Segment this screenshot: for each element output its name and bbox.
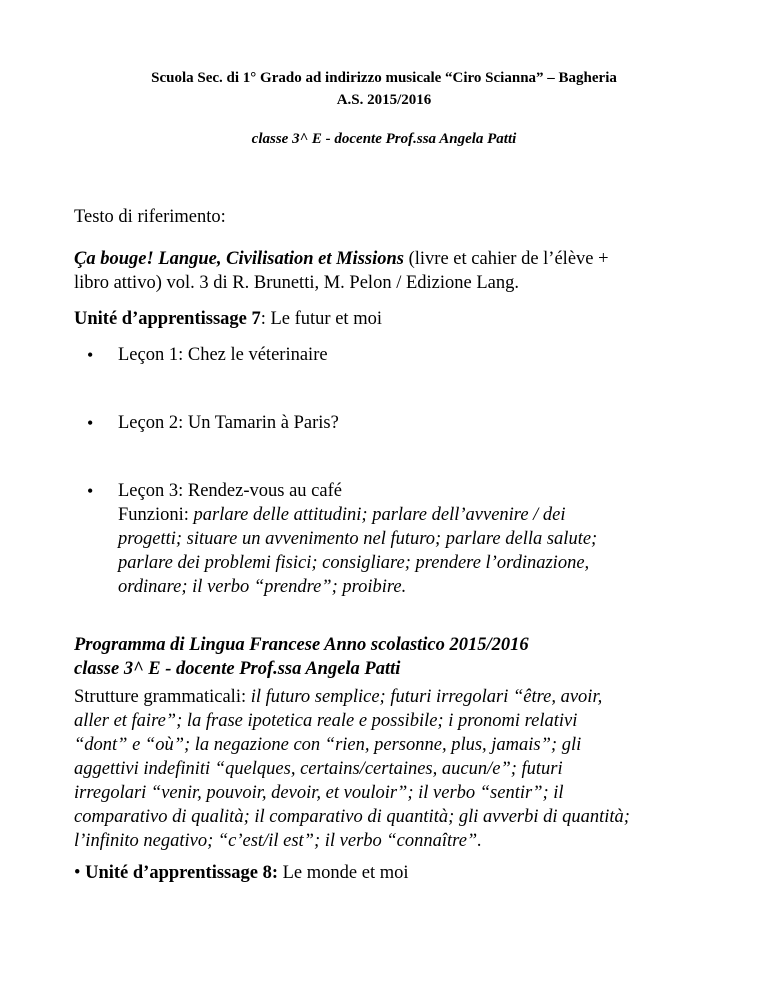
bullet-icon: • [87,345,94,365]
school-name: Scuola Sec. di 1° Grado ad indirizzo musicale “Ciro Scianna” – Bagheria [151,70,617,86]
functions-line: ordinare; il verbo “prendre”; proibire. [118,577,407,597]
reference-label: Testo di riferimento: [74,207,226,227]
bullet-icon: • [74,863,81,883]
unit8-heading [74,861,714,885]
unit7-title: : Le futur et moi [260,309,382,329]
unit7-label: Unité d’apprentissage 7 [74,309,261,329]
programme-heading [74,633,714,681]
functions-line: progetti; situare un avvenimento nel futuro; parlare della salute; [118,529,598,549]
class-teacher: classe 3^ E - docente Prof.ssa Angela Patti [251,131,517,147]
bullet-icon: • [87,413,94,433]
structures-label: Strutture grammaticali: [74,687,251,707]
lesson-item-with-functions [118,479,718,599]
functions-label: Funzioni: [118,505,194,525]
structures-line: l’infinito negativo; “c’est/il est”; il verbo “connaître”. [74,831,482,851]
structures-line: il futuro semplice; futuri irregolari “être, avoir, [250,687,603,707]
reference-text [74,247,714,295]
lesson-item: Leçon 2: Un Tamarin à Paris? [118,413,339,433]
programme-title: Programma di Lingua Francese Anno scolastico 2015/2016 [74,635,529,655]
structures-line: “dont” e “où”; la negazione con “rien, personne, plus, jamais”; gli [74,735,582,755]
functions-line: parlare delle attitudini; parlare dell’avvenire / dei [193,505,566,525]
structures-line: aller et faire”; la frase ipotetica reale e possibile; i pronomi relativi [74,711,578,731]
unit8-title: Le monde et moi [278,863,409,883]
unit7-heading [74,307,714,331]
lesson-item: Leçon 1: Chez le véterinaire [118,345,328,365]
structures-line: irregolari “venir, pouvoir, devoir, et vouloir”; il verbo “sentir”; il [74,783,564,803]
book-details-1: (livre et cahier de l’élève + [403,249,609,269]
structures-line: aggettivi indefiniti “quelques, certains/certaines, aucun/e”; futuri [74,759,563,779]
grammar-structures [74,685,724,853]
bullet-icon: • [87,481,94,501]
functions-line: parlare dei problemi fisici; consigliare; prendere l’ordinazione, [118,553,590,573]
unit8-label: Unité d’apprentissage 8: [85,863,278,883]
lesson-item: Leçon 3: Rendez-vous au café [118,481,342,501]
book-title: Ça bouge! Langue, Civilisation et Missions [74,249,404,269]
book-details-2: libro attivo) vol. 3 di R. Brunetti, M. Pelon / Edizione Lang. [74,273,519,293]
structures-line: comparativo di qualità; il comparativo di quantità; gli avverbi di quantità; [74,807,630,827]
programme-class: classe 3^ E - docente Prof.ssa Angela Patti [74,659,401,679]
school-year: A.S. 2015/2016 [336,92,432,108]
